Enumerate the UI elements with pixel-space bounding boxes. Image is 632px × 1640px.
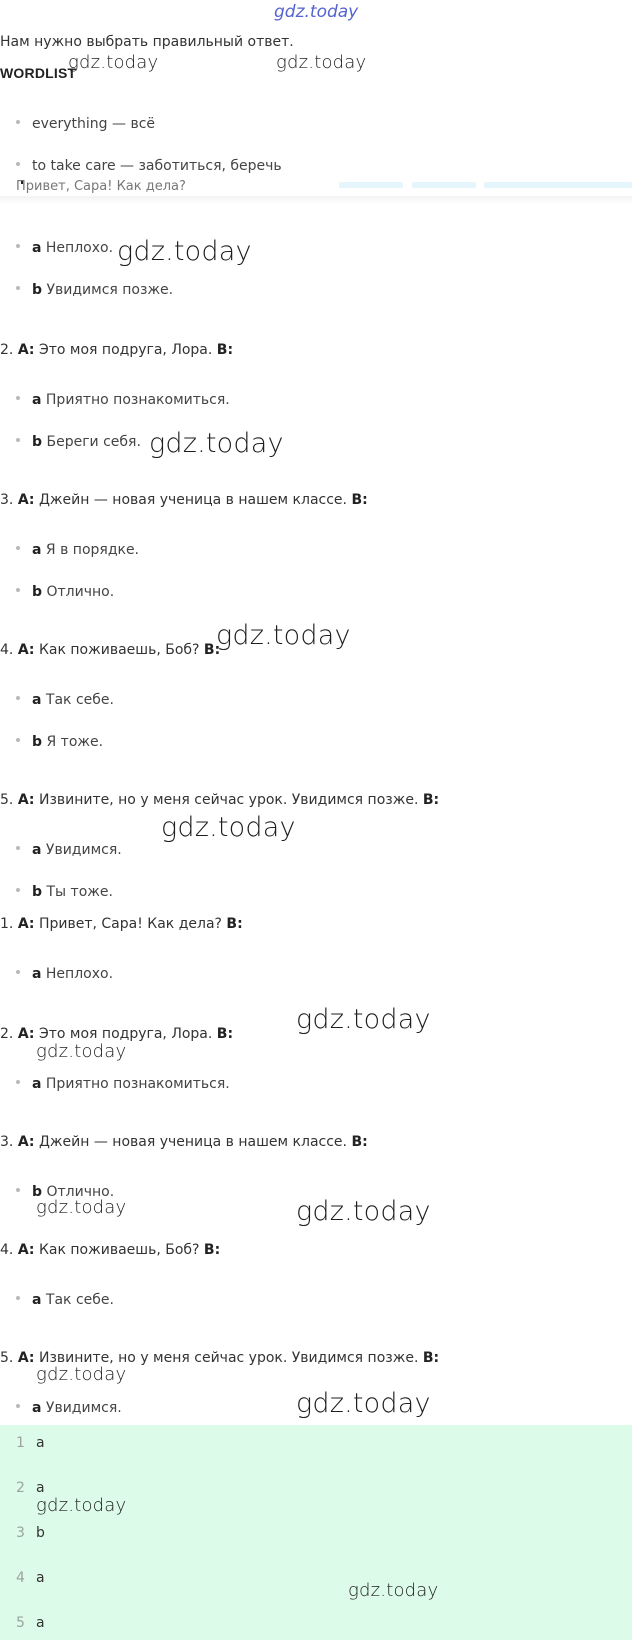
wordlist-title: WORDLIST — [0, 65, 77, 81]
question-line: 3. A: Джейн — новая ученица в нашем классе. B: — [0, 492, 368, 508]
option-item: b Береги себя. — [16, 434, 141, 450]
watermark: gdz.today — [276, 52, 367, 73]
bullet-icon — [16, 846, 20, 850]
option-item: a Неплохо. — [16, 966, 113, 982]
option-item: a Неплохо. — [16, 240, 113, 256]
bullet-icon — [16, 1188, 20, 1192]
option-item: b Увидимся позже. — [16, 282, 173, 298]
watermark: gdz.today — [296, 1196, 431, 1227]
answer-row: 5 a — [16, 1615, 45, 1631]
option-item: a Увидимся. — [16, 842, 122, 858]
intro-text: Нам нужно выбрать правильный ответ. — [0, 34, 294, 50]
wordlist-item: to take care — заботиться, беречь — [16, 158, 282, 174]
question-line: 4. A: Как поживаешь, Боб? B: — [0, 642, 221, 658]
bullet-icon — [16, 588, 20, 592]
watermark: gdz.today — [216, 620, 351, 651]
watermark: gdz.today — [296, 1388, 431, 1419]
watermark: gdz.today — [161, 812, 296, 843]
bullet-icon — [16, 396, 20, 400]
bullet-icon — [16, 120, 20, 124]
question-line: 3. A: Джейн — новая ученица в нашем классе. B: — [0, 1134, 368, 1150]
question-line: 5. A: Извините, но у меня сейчас урок. Увидимся позже. B: — [0, 1350, 440, 1366]
option-item: b Отлично. — [16, 1184, 114, 1200]
watermark: gdz.today — [149, 428, 284, 459]
question-line: 2. A: Это моя подруга, Лора. B: — [0, 342, 234, 358]
watermark: gdz.today — [36, 1041, 127, 1062]
option-item: a Я в порядке. — [16, 542, 139, 558]
bullet-icon — [16, 970, 20, 974]
bullet-icon — [16, 1080, 20, 1084]
option-item: a Так себе. — [16, 692, 114, 708]
bullet-icon — [16, 244, 20, 248]
option-item: a Так себе. — [16, 1292, 114, 1308]
watermark: gdz.today — [36, 1364, 127, 1385]
scrolled-cutoff-line: Привет, Сара! Как дела? — [16, 179, 186, 194]
option-item: a Приятно познакомиться. — [16, 392, 230, 408]
bullet-icon — [16, 1296, 20, 1300]
answer-row: 1 a — [16, 1435, 45, 1451]
question-line: 1. A: Привет, Сара! Как дела? B: — [0, 916, 243, 932]
bullet-icon — [16, 1404, 20, 1408]
option-item: a Увидимся. — [16, 1400, 122, 1416]
watermark: gdz.today — [68, 52, 159, 73]
watermark: gdz.today — [117, 236, 252, 267]
bullet-icon — [16, 286, 20, 290]
option-item: b Отлично. — [16, 584, 114, 600]
watermark: gdz.today — [36, 1197, 127, 1218]
watermark: gdz.today — [36, 1495, 127, 1516]
watermark: gdz.today — [296, 1004, 431, 1035]
bullet-icon — [16, 888, 20, 892]
question-line: 2. A: Это моя подруга, Лора. B: — [0, 1026, 234, 1042]
bullet-icon — [16, 738, 20, 742]
question-line: 4. A: Как поживаешь, Боб? B: — [0, 1242, 221, 1258]
option-item: b Ты тоже. — [16, 884, 113, 900]
option-item: b Я тоже. — [16, 734, 103, 750]
answer-row: 2 a — [16, 1480, 45, 1496]
question-line: 5. A: Извините, но у меня сейчас урок. Увидимся позже. B: — [0, 792, 440, 808]
wordlist-item: everything — всё — [16, 116, 155, 132]
option-item: a Приятно познакомиться. — [16, 1076, 230, 1092]
bullet-icon — [16, 546, 20, 550]
answer-row: 4 a — [16, 1570, 45, 1586]
site-logo-watermark: gdz.today — [274, 2, 359, 22]
answer-row: 3 b — [16, 1525, 45, 1541]
bullet-icon — [16, 162, 20, 166]
watermark: gdz.today — [348, 1580, 439, 1601]
bullet-icon — [16, 438, 20, 442]
answers-box — [0, 1425, 632, 1640]
bullet-icon — [16, 696, 20, 700]
sticky-shadow — [0, 196, 632, 204]
